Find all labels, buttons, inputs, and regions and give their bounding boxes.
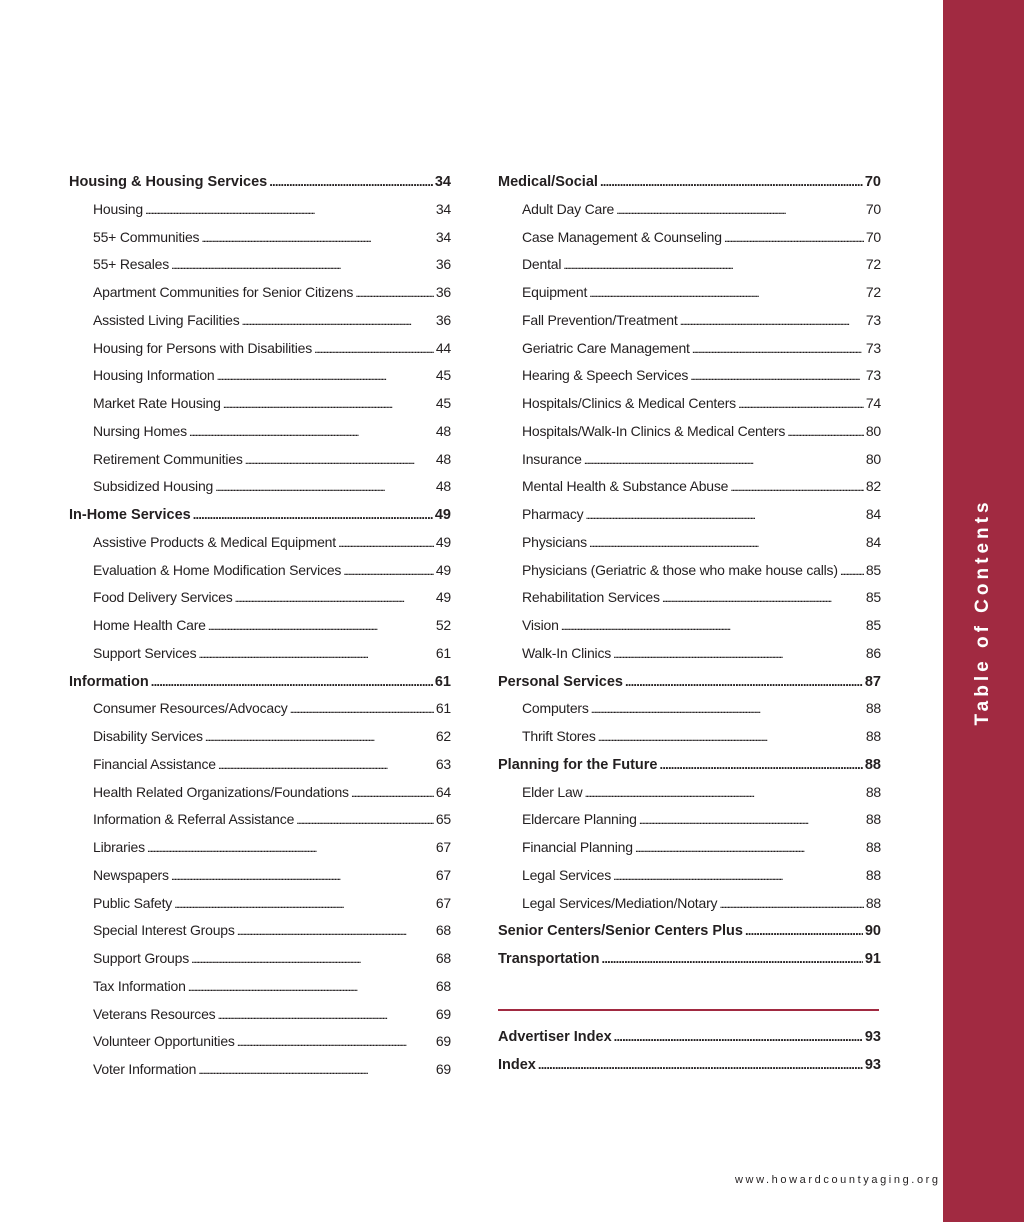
dot-leader [242, 307, 434, 335]
dot-leader [660, 751, 863, 779]
dot-leader [589, 529, 864, 557]
toc-entry-page: 85 [865, 617, 881, 633]
toc-entry-page: 65 [435, 811, 451, 828]
toc-subsection-entry[interactable] [498, 335, 881, 363]
toc-subsection-entry[interactable] [69, 307, 451, 335]
toc-subsection-entry[interactable] [69, 1001, 451, 1029]
dot-leader [351, 779, 434, 807]
toc-section-entry[interactable] [498, 1023, 881, 1051]
dot-leader [680, 307, 864, 335]
toc-entry-label: Apartment Communities for Senior Citizens [93, 284, 354, 300]
dot-leader [355, 279, 434, 307]
toc-section-entry[interactable] [69, 168, 451, 196]
toc-subsection-entry[interactable] [69, 584, 451, 612]
toc-entry-page: 80 [865, 422, 881, 439]
toc-section-entry[interactable] [498, 751, 881, 779]
toc-subsection-entry[interactable] [69, 335, 451, 363]
toc-entry-label: Assisted Living Facilities [93, 311, 240, 328]
toc-entry-page: 70 [864, 174, 881, 190]
dot-leader [215, 473, 434, 501]
dot-leader [563, 251, 864, 279]
toc-subsection-entry[interactable] [498, 307, 881, 335]
toc-entry-page: 61 [435, 700, 451, 717]
toc-entry-label: Senior Centers/Senior Centers Plus [498, 923, 743, 940]
toc-entry-label: Volunteer Opportunities [93, 1033, 235, 1050]
dot-leader [724, 224, 864, 252]
dot-leader [198, 640, 433, 668]
toc-entry-page: 88 [865, 894, 881, 911]
toc-entry-page: 69 [435, 1061, 451, 1077]
toc-entry-label: Assistive Products & Medical Equipment [93, 533, 336, 550]
toc-subsection-entry[interactable] [69, 196, 451, 224]
toc-entry-page: 68 [435, 977, 451, 994]
toc-entry-page: 34 [435, 228, 451, 245]
toc-subsection-entry[interactable] [498, 279, 881, 307]
toc-entry-page: 93 [864, 1056, 881, 1073]
toc-entry-page: 49 [434, 507, 451, 523]
toc-entry-page: 73 [865, 339, 881, 356]
toc-entry-label: Health Related Organizations/Foundations [93, 783, 349, 800]
toc-section-entry[interactable] [69, 501, 451, 529]
toc-entry-page: 48 [435, 422, 451, 439]
footer-url: www.howardcountyaging.org [735, 1174, 941, 1186]
toc-entry-label: Information & Referral Assistance [93, 811, 295, 828]
toc-subsection-entry[interactable] [498, 390, 881, 418]
dot-leader [840, 557, 864, 585]
dot-leader [188, 973, 434, 1001]
toc-subsection-entry[interactable] [69, 224, 451, 252]
toc-subsection-entry[interactable] [69, 695, 451, 723]
toc-subsection-entry[interactable] [498, 834, 881, 862]
section-divider [498, 1009, 879, 1011]
toc-entry-page: 61 [435, 644, 451, 661]
toc-entry-label: Transportation [498, 951, 600, 967]
dot-leader [217, 362, 434, 390]
toc-entry-page: 84 [865, 533, 881, 550]
dot-leader [314, 335, 434, 363]
toc-entry-label: Market Rate Housing [93, 395, 221, 411]
toc-entry-page: 67 [435, 839, 451, 855]
toc-entry-page: 91 [864, 951, 881, 967]
toc-subsection-entry[interactable] [69, 779, 451, 807]
toc-entry-page: 48 [435, 478, 451, 495]
dot-leader [662, 584, 864, 612]
toc-entry-label: Evaluation & Home Modification Services [93, 561, 342, 578]
toc-entry-label: Pharmacy [522, 506, 584, 522]
toc-subsection-entry[interactable] [69, 834, 451, 862]
toc-subsection-entry[interactable] [69, 973, 451, 1001]
toc-subsection-entry[interactable] [498, 196, 881, 224]
toc-subsection-entry[interactable] [498, 251, 881, 279]
toc-subsection-entry[interactable] [498, 890, 881, 918]
toc-entry-label: Support Groups [93, 950, 190, 966]
toc-entry-page: 44 [435, 339, 451, 356]
toc-entry-label: In-Home Services [69, 507, 191, 523]
toc-subsection-entry[interactable] [498, 779, 881, 807]
toc-subsection-entry[interactable] [69, 279, 451, 307]
toc-subsection-entry[interactable] [498, 362, 881, 390]
toc-entry-page: 93 [864, 1029, 881, 1045]
toc-entry-label: Hospitals/Walk-In Clinics & Medical Centers [522, 422, 786, 439]
toc-subsection-entry[interactable] [69, 945, 451, 973]
dot-leader [616, 196, 864, 224]
toc-entry-label: Geriatric Care Management [522, 339, 690, 356]
toc-entry-page: 88 [864, 756, 881, 773]
toc-entry-label: Adult Day Care [522, 200, 615, 217]
toc-entry-page: 86 [865, 644, 881, 661]
toc-entry-label: Special Interest Groups [93, 922, 235, 939]
dot-leader [690, 362, 864, 390]
toc-entry-page: 36 [435, 256, 451, 273]
toc-entry-label: Fall Prevention/Treatment [522, 311, 678, 328]
toc-subsection-entry[interactable] [498, 862, 881, 890]
toc-subsection-entry[interactable] [69, 640, 451, 668]
toc-subsection-entry[interactable] [69, 917, 451, 945]
dot-leader [290, 695, 434, 723]
toc-subsection-entry[interactable] [498, 584, 881, 612]
toc-entry-page: 87 [864, 673, 881, 690]
dot-leader [692, 335, 864, 363]
toc-subsection-entry[interactable] [498, 557, 881, 585]
toc-entry-page: 85 [865, 589, 881, 606]
toc-entry-label: Financial Planning [522, 839, 633, 855]
dot-leader [145, 196, 434, 224]
dot-leader [614, 1023, 863, 1051]
dot-leader [745, 917, 863, 945]
toc-entry-label: Libraries [93, 839, 145, 855]
toc-subsection-entry[interactable] [69, 557, 451, 585]
toc-subsection-entry[interactable] [69, 612, 451, 640]
toc-entry-label: Food Delivery Services [93, 589, 233, 606]
toc-section-entry[interactable] [498, 1051, 881, 1079]
dot-leader [193, 501, 433, 529]
dot-leader [223, 390, 434, 418]
toc-subsection-entry[interactable] [69, 751, 451, 779]
dot-leader [613, 862, 864, 890]
toc-entry-label: Planning for the Future [498, 756, 658, 773]
toc-entry-page: 52 [435, 617, 451, 633]
toc-subsection-entry[interactable] [69, 1028, 451, 1056]
dot-leader [237, 917, 434, 945]
toc-entry-page: 72 [865, 284, 881, 300]
toc-entry-label: Newspapers [93, 866, 169, 883]
toc-entry-label: Vision [522, 617, 559, 633]
toc-entry-page: 85 [865, 561, 881, 578]
toc-entry-page: 45 [435, 395, 451, 411]
toc-entry-page: 67 [435, 894, 451, 911]
toc-subsection-entry[interactable] [498, 529, 881, 557]
toc-entry-page: 88 [865, 839, 881, 855]
toc-entry-label: 55+ Resales [93, 256, 170, 273]
toc-subsection-entry[interactable] [498, 723, 881, 751]
dot-leader [198, 1056, 434, 1084]
toc-subsection-entry[interactable] [498, 640, 881, 668]
toc-left-column [69, 168, 451, 1084]
toc-entry-page: 74 [865, 395, 881, 411]
toc-entry-page: 73 [865, 311, 881, 328]
toc-entry-label: Housing & Housing Services [69, 174, 268, 190]
toc-right-column [498, 168, 881, 973]
toc-entry-label: Elder Law [522, 783, 583, 800]
dot-leader [171, 251, 434, 279]
toc-subsection-entry[interactable] [69, 446, 451, 474]
dot-leader [218, 751, 434, 779]
toc-entry-label: Nursing Homes [93, 422, 187, 439]
dot-leader [208, 612, 434, 640]
toc-section-entry[interactable] [69, 668, 451, 696]
toc-subsection-entry[interactable] [498, 224, 881, 252]
dot-leader [625, 668, 863, 696]
toc-subsection-entry[interactable] [69, 529, 451, 557]
toc-subsection-entry[interactable] [498, 446, 881, 474]
toc-entry-page: 88 [865, 866, 881, 883]
toc-entry-label: Thrift Stores [522, 728, 596, 744]
dot-leader [584, 779, 863, 807]
toc-entry-label: Equipment [522, 284, 588, 300]
dot-leader [201, 224, 433, 252]
toc-entry-label: Housing Information [93, 367, 215, 384]
toc-entry-page: 67 [435, 866, 451, 883]
dot-leader [245, 446, 434, 474]
toc-entry-label: Hospitals/Clinics & Medical Centers [522, 395, 736, 411]
toc-entry-page: 84 [865, 506, 881, 522]
toc-subsection-entry[interactable] [498, 501, 881, 529]
dot-leader [338, 529, 434, 557]
toc-entry-page: 49 [435, 589, 451, 606]
toc-entry-label: Mental Health & Substance Abuse [522, 478, 729, 495]
toc-entry-label: Veterans Resources [93, 1005, 216, 1022]
dot-leader [719, 890, 863, 918]
toc-entry-label: Hearing & Speech Services [522, 367, 689, 384]
dot-leader [171, 862, 434, 890]
toc-entry-label: Rehabilitation Services [522, 589, 660, 606]
toc-entry-page: 36 [435, 284, 451, 300]
dot-leader [635, 834, 864, 862]
toc-subsection-entry[interactable] [69, 390, 451, 418]
dot-leader [639, 806, 864, 834]
toc-entry-page: 88 [865, 728, 881, 744]
toc-entry-page: 69 [435, 1005, 451, 1022]
toc-entry-label: Public Safety [93, 894, 173, 911]
toc-entry-label: Retirement Communities [93, 450, 243, 467]
toc-entry-page: 68 [435, 950, 451, 966]
toc-entry-page: 45 [435, 367, 451, 384]
toc-entry-label: Dental [522, 256, 562, 273]
toc-entry-page: 82 [865, 478, 881, 495]
toc-entry-page: 68 [435, 922, 451, 939]
dot-leader [205, 723, 434, 751]
dot-leader [598, 723, 864, 751]
toc-entry-label: Physicians (Geriatric & those who make house calls) [522, 561, 838, 578]
dot-leader [174, 890, 434, 918]
toc-entry-label: Information [69, 673, 149, 690]
dot-leader [589, 279, 864, 307]
toc-entry-label: Home Health Care [93, 617, 206, 633]
toc-entry-page: 48 [435, 450, 451, 467]
toc-entry-page: 61 [434, 673, 451, 690]
toc-subsection-entry[interactable] [69, 1056, 451, 1084]
toc-entry-page: 34 [434, 174, 451, 190]
toc-entry-label: Consumer Resources/Advocacy [93, 700, 288, 717]
toc-entry-page: 69 [435, 1033, 451, 1050]
toc-entry-page: 80 [865, 450, 881, 467]
dot-leader [191, 945, 434, 973]
toc-entry-label: Eldercare Planning [522, 811, 637, 828]
toc-entry-page: 90 [864, 923, 881, 940]
toc-entry-page: 49 [435, 561, 451, 578]
toc-entry-label: Computers [522, 700, 589, 717]
toc-subsection-entry[interactable] [498, 612, 881, 640]
dot-leader [343, 557, 434, 585]
toc-section-entry[interactable] [498, 668, 881, 696]
toc-entry-label: Insurance [522, 450, 582, 467]
toc-subsection-entry[interactable] [69, 890, 451, 918]
toc-entry-label: Financial Assistance [93, 755, 216, 772]
toc-subsection-entry[interactable] [498, 418, 881, 446]
toc-entry-page: 88 [865, 783, 881, 800]
toc-section-entry[interactable] [498, 917, 881, 945]
toc-entry-label: Disability Services [93, 728, 203, 744]
toc-subsection-entry[interactable] [69, 862, 451, 890]
toc-entry-label: Walk-In Clinics [522, 644, 612, 661]
toc-entry-label: Tax Information [93, 977, 186, 994]
dot-leader [189, 418, 434, 446]
toc-entry-page: 70 [865, 200, 881, 217]
toc-subsection-entry[interactable] [69, 723, 451, 751]
dot-leader [730, 473, 864, 501]
dot-leader [584, 446, 864, 474]
dot-leader [269, 168, 433, 196]
toc-entry-label: Case Management & Counseling [522, 228, 722, 245]
toc-entry-page: 34 [435, 200, 451, 217]
toc-subsection-entry[interactable] [498, 695, 881, 723]
toc-entry-page: 63 [435, 755, 451, 772]
dot-leader [787, 418, 864, 446]
toc-entry-label: Index [498, 1056, 536, 1073]
toc-section-entry[interactable] [498, 168, 881, 196]
toc-entry-label: Personal Services [498, 673, 623, 690]
dot-leader [217, 1001, 433, 1029]
toc-entry-label: Legal Services [522, 866, 612, 883]
toc-entry-page: 70 [865, 228, 881, 245]
toc-subsection-entry[interactable] [498, 806, 881, 834]
dot-leader [613, 640, 864, 668]
dot-leader [151, 668, 433, 696]
toc-subsection-entry[interactable] [69, 362, 451, 390]
dot-leader [235, 584, 434, 612]
toc-entry-page: 88 [865, 700, 881, 717]
toc-subsection-entry[interactable] [498, 473, 881, 501]
toc-subsection-entry[interactable] [69, 251, 451, 279]
toc-entry-page: 36 [435, 311, 451, 328]
toc-subsection-entry[interactable] [69, 806, 451, 834]
toc-entry-label: Legal Services/Mediation/Notary [522, 894, 718, 911]
toc-entry-page: 88 [865, 811, 881, 828]
dot-leader [738, 390, 864, 418]
dot-leader [602, 945, 863, 973]
dot-leader [600, 168, 863, 196]
toc-entry-page: 49 [435, 533, 451, 550]
toc-entry-page: 64 [435, 783, 451, 800]
toc-section-entry[interactable] [498, 945, 881, 973]
toc-entry-label: Support Services [93, 644, 197, 661]
toc-entry-page: 73 [865, 367, 881, 384]
dot-leader [561, 612, 864, 640]
toc-entry-label: Physicians [522, 533, 587, 550]
dot-leader [585, 501, 863, 529]
dot-leader [147, 834, 434, 862]
toc-entry-label: Housing for Persons with Disabilities [93, 339, 313, 356]
toc-entry-page: 72 [865, 256, 881, 273]
toc-subsection-entry[interactable] [69, 473, 451, 501]
dot-leader [538, 1051, 863, 1079]
dot-leader [237, 1028, 434, 1056]
toc-entry-page: 62 [435, 728, 451, 744]
toc-entry-label: Advertiser Index [498, 1029, 612, 1045]
toc-index-list [498, 1023, 881, 1079]
toc-entry-label: Medical/Social [498, 174, 598, 190]
dot-leader [296, 806, 434, 834]
toc-entry-label: Voter Information [93, 1061, 197, 1077]
dot-leader [591, 695, 864, 723]
toc-entry-label: 55+ Communities [93, 228, 200, 245]
sidebar-title: Table of Contents [972, 498, 993, 726]
toc-entry-label: Housing [93, 200, 143, 217]
toc-subsection-entry[interactable] [69, 418, 451, 446]
toc-entry-label: Subsidized Housing [93, 478, 214, 495]
